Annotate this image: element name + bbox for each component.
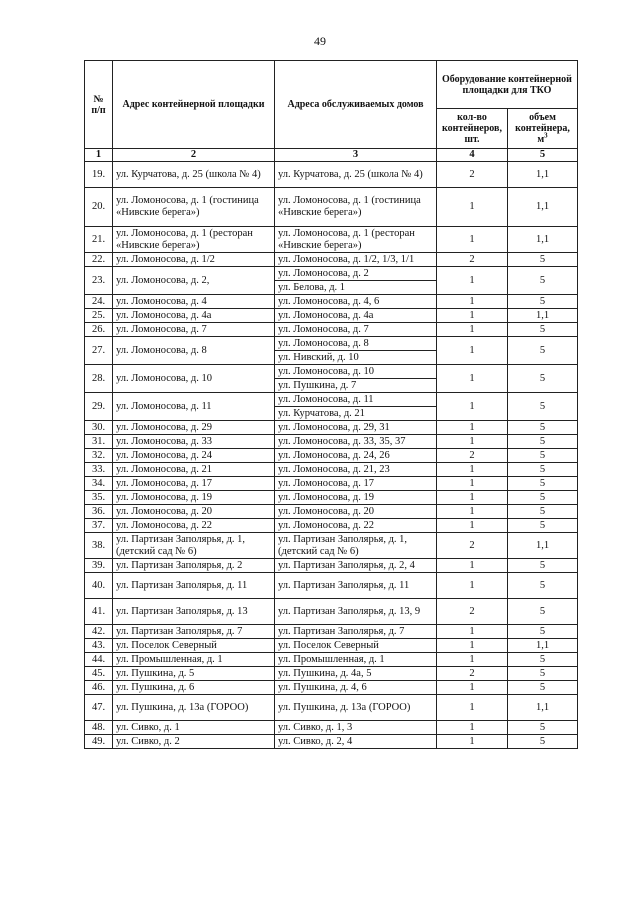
served-houses: ул. Партизан Заполярья, д. 7 [275,625,437,639]
row-number: 45. [85,667,113,681]
site-address: ул. Ломоносова, д. 29 [113,421,275,435]
table-row [85,505,578,519]
container-count: 1 [437,309,508,323]
served-houses: ул. Ломоносова, д. 1 (ресторан «Нивские берега») [275,227,437,253]
container-count: 1 [437,491,508,505]
table-row [85,162,578,188]
served-houses: ул. Ломоносова, д. 24, 26 [275,449,437,463]
container-volume: 5 [508,449,578,463]
table-row [85,735,578,749]
container-volume: 5 [508,435,578,449]
row-number: 30. [85,421,113,435]
served-houses: ул. Белова, д. 1 [275,281,437,295]
table-row [85,599,578,625]
served-houses: ул. Партизан Заполярья, д. 11 [275,573,437,599]
container-volume: 1,1 [508,188,578,227]
table-row [85,559,578,573]
row-number: 19. [85,162,113,188]
served-houses: ул. Ломоносова, д. 1 (гостиница «Нивские берега») [275,188,437,227]
container-count: 1 [437,188,508,227]
row-number: 37. [85,519,113,533]
column-number: 1 [85,149,113,162]
row-number: 39. [85,559,113,573]
row-number: 23. [85,267,113,295]
header-volume [508,109,578,149]
container-count: 1 [437,435,508,449]
site-address: ул. Ломоносова, д. 7 [113,323,275,337]
container-volume: 5 [508,421,578,435]
container-count: 1 [437,337,508,365]
served-houses: ул. Сивко, д. 1, 3 [275,721,437,735]
site-address: ул. Партизан Заполярья, д. 2 [113,559,275,573]
served-houses: ул. Промышленная, д. 1 [275,653,437,667]
column-number: 4 [437,149,508,162]
site-address: ул. Ломоносова, д. 21 [113,463,275,477]
served-houses: ул. Поселок Северный [275,639,437,653]
served-houses: ул. Ломоносова, д. 21, 23 [275,463,437,477]
site-address: ул. Партизан Заполярья, д. 7 [113,625,275,639]
row-number: 27. [85,337,113,365]
column-numbers-row [85,149,578,162]
table-row [85,491,578,505]
served-houses: ул. Пушкина, д. 4а, 5 [275,667,437,681]
table-row [85,227,578,253]
site-address: ул. Ломоносова, д. 1/2 [113,253,275,267]
row-number: 22. [85,253,113,267]
row-number: 43. [85,639,113,653]
header-volume-text: объем контейнера, м [515,112,570,145]
container-count: 1 [437,653,508,667]
container-volume: 1,1 [508,162,578,188]
container-volume: 1,1 [508,309,578,323]
site-address: ул. Ломоносова, д. 24 [113,449,275,463]
container-count: 1 [437,227,508,253]
table-row [85,449,578,463]
site-address: ул. Ломоносова, д. 19 [113,491,275,505]
site-address: ул. Ломоносова, д. 1 (гостиница «Нивские берега») [113,188,275,227]
container-count: 1 [437,267,508,295]
row-number: 26. [85,323,113,337]
header-num: № п/п [85,61,113,149]
container-count: 2 [437,667,508,681]
container-volume: 1,1 [508,533,578,559]
container-count: 1 [437,477,508,491]
site-address: ул. Партизан Заполярья, д. 11 [113,573,275,599]
container-count: 1 [437,625,508,639]
container-volume: 5 [508,463,578,477]
row-number: 29. [85,393,113,421]
container-count: 1 [437,735,508,749]
served-houses: ул. Нивский, д. 10 [275,351,437,365]
container-volume: 5 [508,681,578,695]
site-address: ул. Ломоносова, д. 10 [113,365,275,393]
row-number: 24. [85,295,113,309]
served-houses: ул. Ломоносова, д. 29, 31 [275,421,437,435]
container-count: 1 [437,393,508,421]
row-number: 31. [85,435,113,449]
container-volume: 5 [508,253,578,267]
container-count: 1 [437,559,508,573]
container-count: 1 [437,505,508,519]
row-number: 32. [85,449,113,463]
row-number: 46. [85,681,113,695]
container-count: 1 [437,365,508,393]
container-volume: 5 [508,559,578,573]
container-volume: 5 [508,393,578,421]
container-volume: 5 [508,337,578,365]
table-row [85,477,578,491]
table-row [85,435,578,449]
served-houses: ул. Ломоносова, д. 17 [275,477,437,491]
site-address: ул. Ломоносова, д. 22 [113,519,275,533]
site-address: ул. Пушкина, д. 6 [113,681,275,695]
container-count: 1 [437,573,508,599]
container-count: 1 [437,421,508,435]
site-address: ул. Пушкина, д. 13а (ГОРОО) [113,695,275,721]
site-address: ул. Пушкина, д. 5 [113,667,275,681]
row-number: 41. [85,599,113,625]
container-count: 1 [437,323,508,337]
served-houses: ул. Ломоносова, д. 11 [275,393,437,407]
container-volume: 5 [508,599,578,625]
table-row [85,309,578,323]
container-count: 1 [437,295,508,309]
container-volume: 5 [508,477,578,491]
table-row [85,721,578,735]
column-number: 5 [508,149,578,162]
table-row [85,695,578,721]
site-address: ул. Партизан Заполярья, д. 1, (детский сад № 6) [113,533,275,559]
container-volume: 5 [508,625,578,639]
table-row [85,639,578,653]
table-row [85,253,578,267]
row-number: 47. [85,695,113,721]
site-address: ул. Ломоносова, д. 4а [113,309,275,323]
served-houses: ул. Курчатова, д. 21 [275,407,437,421]
row-number: 28. [85,365,113,393]
served-houses: ул. Партизан Заполярья, д. 1, (детский сад № 6) [275,533,437,559]
served-houses: ул. Пушкина, д. 4, 6 [275,681,437,695]
table-row [85,295,578,309]
container-volume: 5 [508,667,578,681]
header-volume-sup: 3 [544,131,548,140]
site-address: ул. Ломоносова, д. 1 (ресторан «Нивские берега») [113,227,275,253]
site-address: ул. Ломоносова, д. 4 [113,295,275,309]
row-number: 21. [85,227,113,253]
container-volume: 1,1 [508,227,578,253]
site-address: ул. Партизан Заполярья, д. 13 [113,599,275,625]
served-houses: ул. Пушкина, д. 13а (ГОРОО) [275,695,437,721]
served-houses: ул. Ломоносова, д. 33, 35, 37 [275,435,437,449]
site-address: ул. Курчатова, д. 25 (школа № 4) [113,162,275,188]
site-address: ул. Ломоносова, д. 17 [113,477,275,491]
served-houses: ул. Ломоносова, д. 22 [275,519,437,533]
row-number: 44. [85,653,113,667]
container-count: 1 [437,681,508,695]
site-address: ул. Ломоносова, д. 2, [113,267,275,295]
served-houses: ул. Ломоносова, д. 4а [275,309,437,323]
table-row [85,188,578,227]
site-address: ул. Сивко, д. 1 [113,721,275,735]
header-site-address: Адрес контейнерной площадки [113,61,275,149]
container-count: 2 [437,162,508,188]
table-row [85,337,578,351]
row-number: 49. [85,735,113,749]
container-count: 2 [437,253,508,267]
container-volume: 1,1 [508,639,578,653]
row-number: 38. [85,533,113,559]
table-row [85,323,578,337]
table-row [85,463,578,477]
table-row [85,653,578,667]
table-row [85,667,578,681]
header-count: кол-во контейнеров, шт. [437,109,508,149]
row-number: 36. [85,505,113,519]
container-sites-table [84,60,578,749]
site-address: ул. Ломоносова, д. 11 [113,393,275,421]
container-count: 1 [437,519,508,533]
container-volume: 5 [508,365,578,393]
column-number: 2 [113,149,275,162]
container-volume: 5 [508,519,578,533]
container-volume: 5 [508,573,578,599]
served-houses: ул. Сивко, д. 2, 4 [275,735,437,749]
row-number: 42. [85,625,113,639]
row-number: 25. [85,309,113,323]
table-row [85,533,578,559]
container-count: 2 [437,533,508,559]
served-houses: ул. Ломоносова, д. 4, 6 [275,295,437,309]
row-number: 40. [85,573,113,599]
served-houses: ул. Ломоносова, д. 1/2, 1/3, 1/1 [275,253,437,267]
container-volume: 5 [508,267,578,295]
container-volume: 5 [508,653,578,667]
table-row [85,625,578,639]
row-number: 20. [85,188,113,227]
served-houses: ул. Ломоносова, д. 10 [275,365,437,379]
container-volume: 5 [508,323,578,337]
served-houses: ул. Ломоносова, д. 20 [275,505,437,519]
container-volume: 5 [508,721,578,735]
container-count: 2 [437,449,508,463]
container-count: 1 [437,695,508,721]
header-served-houses: Адреса обслуживаемых домов [275,61,437,149]
container-count: 2 [437,599,508,625]
served-houses: ул. Ломоносова, д. 19 [275,491,437,505]
table-row [85,573,578,599]
table-row [85,393,578,407]
table-row [85,421,578,435]
row-number: 34. [85,477,113,491]
container-count: 1 [437,721,508,735]
site-address: ул. Сивко, д. 2 [113,735,275,749]
served-houses: ул. Партизан Заполярья, д. 13, 9 [275,599,437,625]
served-houses: ул. Ломоносова, д. 2 [275,267,437,281]
served-houses: ул. Ломоносова, д. 7 [275,323,437,337]
container-volume: 1,1 [508,695,578,721]
header-equipment: Оборудование контейнерной площадки для ТКО [437,61,578,109]
container-volume: 5 [508,491,578,505]
column-number: 3 [275,149,437,162]
served-houses: ул. Пушкина, д. 7 [275,379,437,393]
table-row [85,519,578,533]
served-houses: ул. Курчатова, д. 25 (школа № 4) [275,162,437,188]
site-address: ул. Ломоносова, д. 20 [113,505,275,519]
row-number: 48. [85,721,113,735]
site-address: ул. Промышленная, д. 1 [113,653,275,667]
row-number: 33. [85,463,113,477]
container-volume: 5 [508,505,578,519]
site-address: ул. Ломоносова, д. 8 [113,337,275,365]
page-number: 49 [314,34,326,48]
container-volume: 5 [508,735,578,749]
table-row [85,267,578,281]
table-row [85,681,578,695]
container-count: 1 [437,463,508,477]
served-houses: ул. Ломоносова, д. 8 [275,337,437,351]
served-houses: ул. Партизан Заполярья, д. 2, 4 [275,559,437,573]
container-volume: 5 [508,295,578,309]
row-number: 35. [85,491,113,505]
table-body [85,162,578,749]
container-count: 1 [437,639,508,653]
table-row [85,365,578,379]
site-address: ул. Ломоносова, д. 33 [113,435,275,449]
site-address: ул. Поселок Северный [113,639,275,653]
